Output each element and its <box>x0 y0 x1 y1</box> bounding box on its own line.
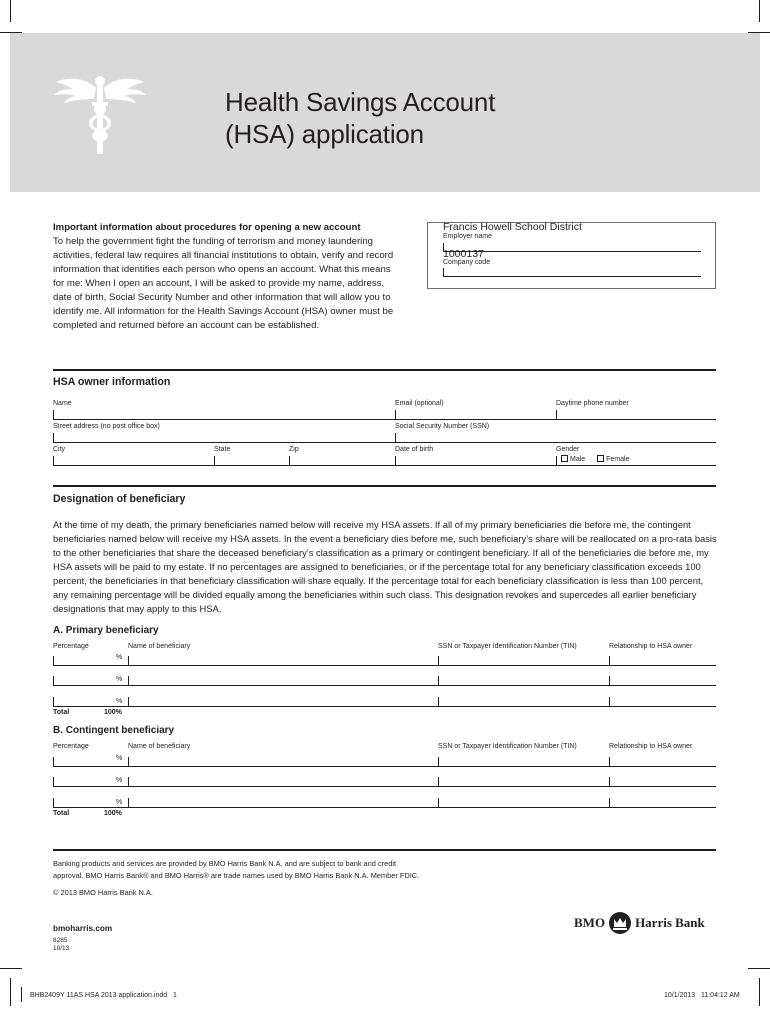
street-label: Street address (no post office box) <box>53 423 160 430</box>
percent-sign: % <box>116 654 123 661</box>
city-label: City <box>53 446 66 453</box>
beneficiary-name-field[interactable] <box>128 697 129 706</box>
beneficiary-name-field[interactable] <box>128 676 129 685</box>
company-code-label: Company code <box>443 259 491 266</box>
row-underline <box>53 706 716 707</box>
beneficiary-name-field[interactable] <box>128 798 129 807</box>
percent-sign: % <box>116 698 123 705</box>
percent-sign: % <box>116 799 123 806</box>
col-relationship: Relationship to HSA owner <box>609 743 693 750</box>
brand-left: BMO <box>574 915 606 930</box>
primary-heading: A. Primary beneficiary <box>53 625 159 636</box>
state-label: State <box>214 446 231 453</box>
relationship-field[interactable] <box>609 656 610 665</box>
beneficiary-name-field[interactable] <box>128 777 129 786</box>
percentage-field[interactable] <box>53 798 54 807</box>
city-field[interactable] <box>53 456 54 465</box>
bmo-roundel-icon <box>608 911 632 935</box>
disclaimer <box>53 858 573 882</box>
beneficiary-body: At the time of my death, the primary beneficiaries named below will receive my HSA assets. If all of my primary beneficiaries die before me, the contingent beneficiaries named below will receive my HSA assets. In the event a beneficiary dies before me, such beneficiary’s share will be reallocated on a pro-rata basis to the other beneficiaries that share the deceased beneficiary’s classification as a primary or contingent beneficiary. If all of the beneficiaries die before me, my HSA assets will be paid to my estate. If no percentages are assigned to beneficiaries, or if the percentage total for any beneficiary classification exceeds 100 percent, the beneficiaries in that beneficiary classification will share equally. If the percentage total for each beneficiary classification is less than 100 percent, any remaining percentage will be divided equally among the beneficiaries within such class. This designation revokes and supercedes all earlier beneficiary designations that may apply to this HSA. <box>53 519 717 614</box>
percentage-field[interactable] <box>53 777 54 786</box>
footer-rule <box>53 849 716 851</box>
row-underline <box>53 807 716 808</box>
col-name: Name of beneficiary <box>128 643 191 650</box>
email-label: Email (optional) <box>395 400 444 407</box>
row-underline <box>53 442 716 443</box>
dob-label: Date of birth <box>395 446 434 453</box>
female-checkbox[interactable] <box>597 455 604 462</box>
crop-mark <box>10 0 11 22</box>
relationship-field[interactable] <box>609 676 610 685</box>
percentage-field[interactable] <box>53 676 54 685</box>
owner-section-rule <box>53 369 716 371</box>
col-relationship: Relationship to HSA owner <box>609 643 693 650</box>
ssn-tin-field[interactable] <box>438 697 439 706</box>
caduceus-icon <box>52 72 148 156</box>
relationship-field[interactable] <box>609 798 610 807</box>
contingent-total-value: 100% <box>104 810 122 817</box>
ssn-field[interactable] <box>395 433 396 442</box>
percent-sign: % <box>116 755 123 762</box>
col-name: Name of beneficiary <box>128 743 191 750</box>
ssn-label: Social Security Number (SSN) <box>395 423 490 430</box>
relationship-field[interactable] <box>609 777 610 786</box>
name-label: Name <box>53 400 72 407</box>
row-underline <box>53 685 716 686</box>
relationship-field[interactable] <box>609 757 610 766</box>
col-ssn: SSN or Taxpayer Identification Number (TIN) <box>438 743 577 750</box>
zip-label: Zip <box>289 446 299 453</box>
percentage-field[interactable] <box>53 757 54 766</box>
brand-logo <box>574 911 705 935</box>
company-code-value[interactable]: 1000137 <box>443 248 484 260</box>
male-checkbox[interactable] <box>561 455 568 462</box>
dob-field[interactable] <box>395 456 396 465</box>
primary-total-label: Total <box>53 709 70 716</box>
employer-name-value[interactable]: Francis Howell School District <box>443 221 582 233</box>
col-percentage: Percentage <box>53 743 89 750</box>
title-line-2: (HSA) application <box>225 119 424 149</box>
file-name: BHB2409Y 11AS HSA 2013 application.indd 1 <box>30 992 177 999</box>
male-label: Male <box>570 456 586 463</box>
ssn-tin-field[interactable] <box>438 676 439 685</box>
row-underline <box>53 766 716 767</box>
female-label: Female <box>606 456 630 463</box>
page-title <box>225 86 495 150</box>
ssn-tin-field[interactable] <box>438 656 439 665</box>
row-underline <box>53 465 716 466</box>
disclaimer-line-1: Banking products and services are provided by BMO Harris Bank N.A. and are subject to bank and credit <box>53 859 397 868</box>
gender-field <box>556 456 557 465</box>
owner-heading: HSA owner information <box>53 376 171 388</box>
email-field[interactable] <box>395 410 396 419</box>
beneficiary-section-rule <box>53 485 716 487</box>
percentage-field[interactable] <box>53 697 54 706</box>
percentage-field[interactable] <box>53 656 54 665</box>
contingent-heading: B. Contingent beneficiary <box>53 725 175 736</box>
crop-mark <box>759 0 760 22</box>
title-line-1: Health Savings Account <box>225 87 496 117</box>
employer-name-label: Employer name <box>443 233 493 240</box>
street-field[interactable] <box>53 433 54 442</box>
crop-mark <box>10 978 11 1006</box>
ssn-tin-field[interactable] <box>438 777 439 786</box>
crop-mark <box>759 978 760 1006</box>
brand-right: Harris Bank <box>635 915 705 930</box>
ssn-tin-field[interactable] <box>438 798 439 807</box>
company-code-underline <box>443 276 701 277</box>
beneficiary-name-field[interactable] <box>128 757 129 766</box>
row-underline <box>53 786 716 787</box>
gender-label: Gender <box>556 446 580 453</box>
row-underline <box>53 665 716 666</box>
phone-field[interactable] <box>556 410 557 419</box>
beneficiary-heading: Designation of beneficiary <box>53 493 186 505</box>
contingent-total-label: Total <box>53 810 70 817</box>
col-ssn: SSN or Taxpayer Identification Number (TIN) <box>438 643 577 650</box>
form-date: 10/13 <box>53 945 70 952</box>
form-number: 8285 <box>53 937 68 944</box>
percent-sign: % <box>116 676 123 683</box>
primary-total-value: 100% <box>104 709 122 716</box>
name-field[interactable] <box>53 410 54 419</box>
crop-mark <box>0 968 22 969</box>
disclaimer-line-2: approval. BMO Harris Bank® and BMO Harris® are trade names used by BMO Harris Bank N.A. Member FDIC. <box>53 871 420 880</box>
crop-mark <box>748 968 770 969</box>
col-percentage: Percentage <box>53 643 89 650</box>
state-field[interactable] <box>214 456 215 465</box>
important-heading: Important information about procedures for opening a new account <box>53 222 361 233</box>
phone-label: Daytime phone number <box>556 400 629 407</box>
file-timestamp: 10/1/2013 11:04:12 AM <box>664 992 740 999</box>
relationship-field[interactable] <box>609 697 610 706</box>
slug-box <box>21 987 22 1002</box>
percent-sign: % <box>116 777 123 784</box>
gender-options <box>561 455 629 464</box>
ssn-tin-field[interactable] <box>438 757 439 766</box>
important-body: To help the government fight the funding of terrorism and money laundering activities, federal law requires all financial institutions to obtain, verify and record information that identifies each person who opens an account. What this means for me: When I open an account, I will be asked to provide my name, address, date of birth, Social Security Number and other information that will allow you to identify me. All information for the Health Savings Account (HSA) owner must be completed and returned before an account can be established. <box>53 236 394 331</box>
row-underline <box>53 419 716 420</box>
zip-field[interactable] <box>289 456 290 465</box>
copyright: © 2013 BMO Harris Bank N.A. <box>53 888 153 897</box>
beneficiary-name-field[interactable] <box>128 656 129 665</box>
website[interactable]: bmoharris.com <box>53 924 113 933</box>
